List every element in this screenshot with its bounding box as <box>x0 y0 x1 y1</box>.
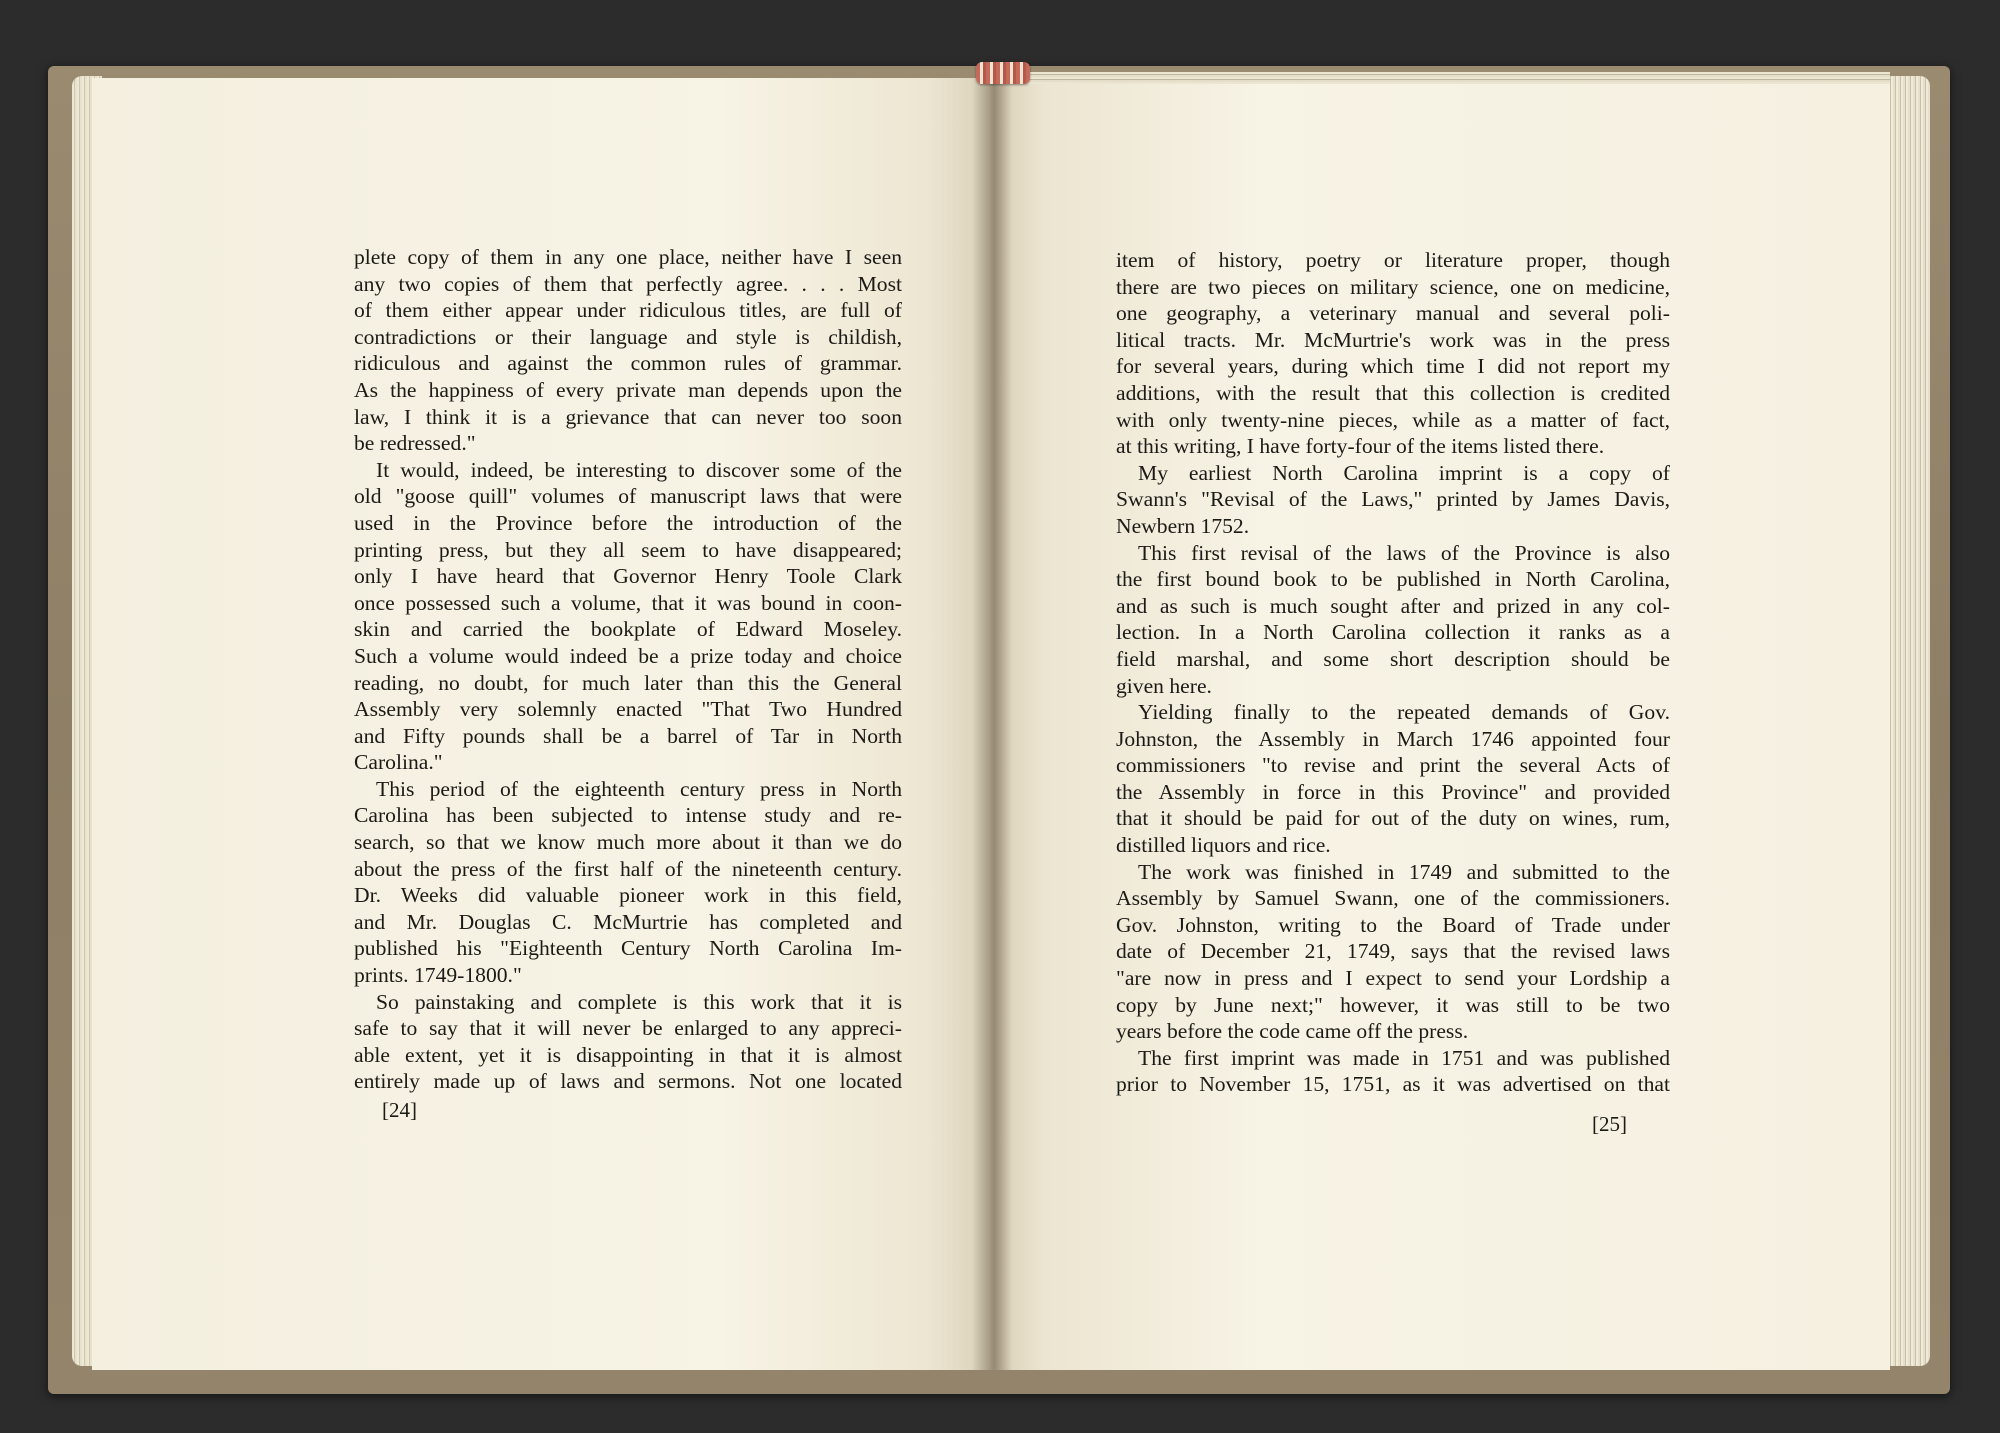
text-line: entirely made up of laws and sermons. Not one located <box>354 1069 902 1094</box>
text-line: Newbern 1752. <box>1116 513 1250 538</box>
text-line: field marshal, and some short description should be <box>1116 646 1670 671</box>
text-line: of them either appear under ridiculous titles, are full of <box>354 298 902 323</box>
text-line: Carolina." <box>354 750 443 775</box>
text-line: old "goose quill" volumes of manuscript laws that were <box>354 484 902 509</box>
text-line: there are two pieces on military science, one on medicine, <box>1116 274 1670 299</box>
text-line: prints. 1749-1800." <box>354 963 522 988</box>
text-line: Dr. Weeks did valuable pioneer work in this field, <box>354 883 902 908</box>
text-line: Gov. Johnston, writing to the Board of Trade under <box>1116 912 1670 937</box>
text-line: So painstaking and complete is this work that it is <box>376 989 902 1014</box>
text-line: Such a volume would indeed be a prize today and choice <box>354 643 902 668</box>
text-line: Yielding finally to the repeated demands of Gov. <box>1138 700 1670 725</box>
text-line: It would, indeed, be interesting to discover some of the <box>376 457 902 482</box>
text-line: the Assembly in force in this Province" and provided <box>1116 779 1670 804</box>
text-line: The work was finished in 1749 and submitted to the <box>1138 859 1670 884</box>
text-line: commissioners "to revise and print the several Acts of <box>1116 753 1670 778</box>
text-line: the first bound book to be published in North Carolina, <box>1116 567 1670 592</box>
text-line: for several years, during which time I did not report my <box>1116 354 1670 379</box>
headband <box>976 62 1030 84</box>
text-line: printing press, but they all seem to have disappeared; <box>354 537 902 562</box>
text-line: The first imprint was made in 1751 and was published <box>1138 1045 1670 1070</box>
text-line: at this writing, I have forty-four of the items listed there. <box>1116 434 1605 459</box>
text-line: search, so that we know much more about it than we do <box>354 830 902 855</box>
text-line: be redressed." <box>354 431 476 456</box>
text-line: given here. <box>1116 673 1212 698</box>
text-line: used in the Province before the introduction of the <box>354 510 902 535</box>
text-line: This period of the eighteenth century press in North <box>376 776 902 801</box>
text-line: published his "Eighteenth Century North Carolina Im- <box>354 936 902 961</box>
text-line: about the press of the first half of the nineteenth century. <box>354 856 902 881</box>
text-line: one geography, a veterinary manual and several poli- <box>1116 301 1670 326</box>
right-page-text <box>1116 247 1670 1098</box>
text-line: As the happiness of every private man depends upon the <box>354 377 902 402</box>
text-line: contradictions or their language and style is childish, <box>354 324 902 349</box>
text-line: lection. In a North Carolina collection it ranks as a <box>1116 620 1670 645</box>
text-line: Swann's "Revisal of the Laws," printed by James Davis, <box>1116 487 1670 512</box>
text-line: Johnston, the Assembly in March 1746 appointed four <box>1116 726 1670 751</box>
text-line: law, I think it is a grievance that can never too soon <box>354 404 902 429</box>
book-gutter <box>972 78 1012 1370</box>
text-line: My earliest North Carolina imprint is a copy of <box>1138 460 1670 485</box>
text-line: This first revisal of the laws of the Province is also <box>1138 540 1670 565</box>
text-line: and as such is much sought after and prized in any col- <box>1116 593 1670 618</box>
text-line: skin and carried the bookplate of Edward Moseley. <box>354 617 902 642</box>
text-line: that it should be paid for out of the duty on wines, rum, <box>1116 806 1670 831</box>
text-line: able extent, yet it is disappointing in that it is almost <box>354 1042 902 1067</box>
text-line: reading, no doubt, for much later than this the General <box>354 670 902 695</box>
text-line: years before the code came off the press. <box>1116 1019 1469 1044</box>
text-line: Assembly by Samuel Swann, one of the commissioners. <box>1116 886 1670 911</box>
text-line: only I have heard that Governor Henry Toole Clark <box>354 564 902 589</box>
text-line: once possessed such a volume, that it was bound in coon- <box>354 590 902 615</box>
text-line: item of history, poetry or literature proper, though <box>1116 248 1670 272</box>
text-line: additions, with the result that this collection is credited <box>1116 380 1670 405</box>
text-line: with only twenty-nine pieces, while as a matter of fact, <box>1116 407 1670 432</box>
text-line: date of December 21, 1749, says that the revised laws <box>1116 939 1670 964</box>
text-line: and Fifty pounds shall be a barrel of Tar in North <box>354 723 902 748</box>
text-line: safe to say that it will never be enlarged to any appreci- <box>354 1016 902 1041</box>
text-line: any two copies of them that perfectly agree. . . . Most <box>354 271 902 296</box>
text-line: Carolina has been subjected to intense study and re- <box>354 803 902 828</box>
text-line: litical tracts. Mr. McMurtrie's work was in the press <box>1116 327 1670 352</box>
left-page-text <box>354 244 902 1095</box>
text-line: "are now in press and I expect to send your Lordship a <box>1116 966 1670 991</box>
text-line: and Mr. Douglas C. McMurtrie has completed and <box>354 909 902 934</box>
text-line: distilled liquors and rice. <box>1116 833 1331 858</box>
text-line: copy by June next;" however, it was still to be two <box>1116 992 1670 1017</box>
page-number-right: [25] <box>1592 1112 1627 1136</box>
text-line: plete copy of them in any one place, neither have I seen <box>354 245 902 269</box>
text-line: prior to November 15, 1751, as it was advertised on that <box>1116 1072 1670 1097</box>
text-line: ridiculous and against the common rules of grammar. <box>354 351 902 376</box>
right-page-edges <box>1888 76 1930 1366</box>
text-line: Assembly very solemnly enacted "That Two Hundred <box>354 697 902 722</box>
page-number-left: [24] <box>382 1098 417 1122</box>
